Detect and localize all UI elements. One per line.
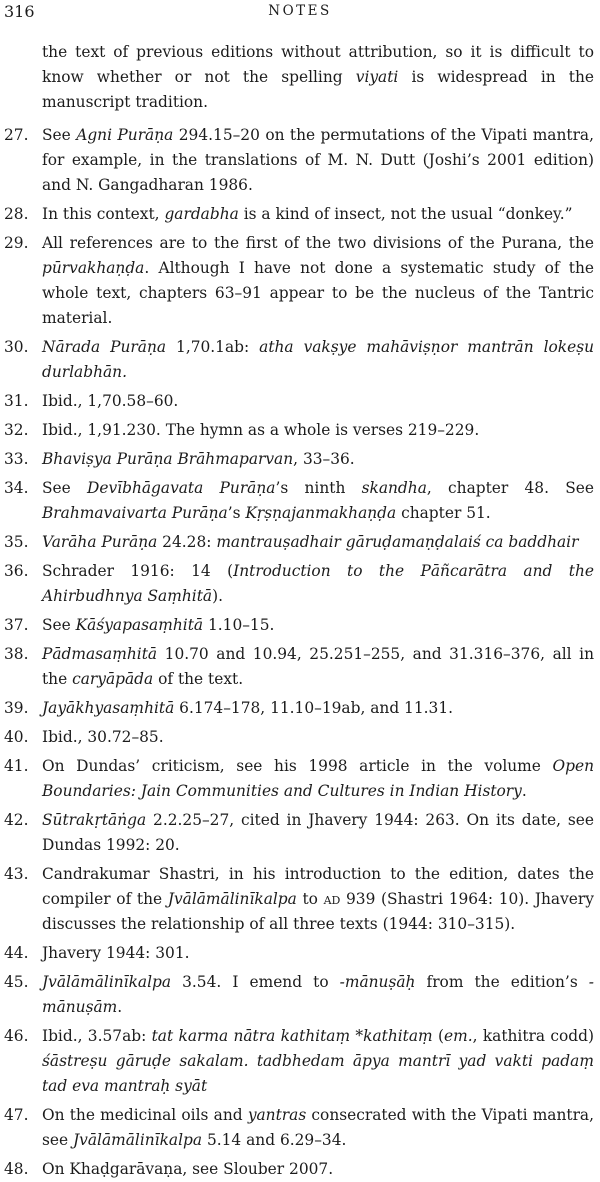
note-text: Ibid., 1,70.58–60. bbox=[42, 392, 179, 410]
endnote-number: 48. bbox=[4, 1160, 29, 1178]
note-text: 5.14 and 6.29–34. bbox=[202, 1131, 347, 1149]
note-text: ’s ninth bbox=[275, 479, 362, 497]
endnote bbox=[4, 418, 594, 443]
italic-text: Devībhāgavata Purāṇa bbox=[87, 479, 276, 497]
endnote bbox=[4, 202, 594, 227]
note-text: , kathitra codd) bbox=[472, 1027, 594, 1045]
note-text: 3.54. I emend to bbox=[171, 973, 340, 991]
endnote bbox=[4, 123, 594, 198]
italic-text: em. bbox=[444, 1027, 473, 1045]
endnote-number: 39. bbox=[4, 699, 29, 717]
endnote-number: 32. bbox=[4, 421, 29, 439]
running-head: NOTES bbox=[268, 3, 332, 19]
endnote-number: 33. bbox=[4, 450, 29, 468]
endnote bbox=[4, 231, 594, 331]
note-text: 6.174–178, 11.10–19ab, and 11.31. bbox=[174, 699, 454, 717]
note-text: All references are to the first of the two divisions of the Purana, the bbox=[42, 234, 594, 252]
endnote bbox=[4, 696, 594, 721]
endnote-number: 45. bbox=[4, 973, 29, 991]
endnote-number: 34. bbox=[4, 479, 29, 497]
note-text: 1.10–15. bbox=[203, 616, 275, 634]
endnote bbox=[4, 447, 594, 472]
endnote-number: 38. bbox=[4, 645, 29, 663]
endnote bbox=[4, 941, 594, 966]
note-text: ’s bbox=[227, 504, 246, 522]
endnote-number: 37. bbox=[4, 616, 29, 634]
note-text: ). bbox=[212, 587, 223, 605]
note-text: chapter 51. bbox=[396, 504, 491, 522]
endnote-number: 31. bbox=[4, 392, 29, 410]
italic-text: Introduction to the Pāñcarātra and the Ahirbudhnya Saṃhitā bbox=[42, 562, 594, 605]
endnote-number: 30. bbox=[4, 338, 29, 356]
italic-text: Jvālāmālinīkalpa bbox=[42, 973, 172, 991]
note-text: Ibid., 30.72–85. bbox=[42, 728, 164, 746]
endnote bbox=[4, 1157, 594, 1182]
italic-text: Open Boundaries: Jain Communities and Cultures in Indian History bbox=[42, 757, 594, 800]
italic-text: -mānuṣāḥ bbox=[339, 973, 416, 991]
note-text: ( bbox=[432, 1027, 445, 1045]
note-text: from the edition’s bbox=[415, 973, 589, 991]
note-text: Ibid., 1,91.230. The hymn as a whole is verses 219–229. bbox=[42, 421, 480, 439]
note-text: Candrakumar Shastri, in his introduction to the edition, dates the compiler of the bbox=[42, 865, 594, 908]
endnote bbox=[4, 808, 594, 858]
italic-text: atha vakṣye mahāviṣṇor mantrān lokeṣu durlabhān. bbox=[42, 338, 595, 381]
italic-text: Agni Purāṇa bbox=[76, 126, 174, 144]
note-text: Ibid., 3.57ab: bbox=[42, 1027, 152, 1045]
page-number: 316 bbox=[4, 2, 35, 21]
italic-text: viyati bbox=[355, 68, 399, 86]
endnote-number: 41. bbox=[4, 757, 29, 775]
endnote-number: 44. bbox=[4, 944, 29, 962]
endnote-number: 47. bbox=[4, 1106, 29, 1124]
endnote-number: 36. bbox=[4, 562, 29, 580]
endnote-number: 42. bbox=[4, 811, 29, 829]
page-header bbox=[4, 2, 596, 26]
note-text: to bbox=[296, 890, 324, 908]
italic-text: Sūtrakṛtāṅga bbox=[42, 811, 147, 829]
italic-text: Brahmavaivarta Purāṇa bbox=[42, 504, 228, 522]
endnote bbox=[4, 1103, 594, 1153]
endnote bbox=[4, 530, 594, 555]
endnote-number: 40. bbox=[4, 728, 29, 746]
note-text: See bbox=[42, 479, 88, 497]
endnote bbox=[4, 725, 594, 750]
endnote bbox=[4, 389, 594, 414]
note-text: . bbox=[117, 998, 123, 1016]
note-text: the text of previous editions without attribution, so it is difficult to know whether or not the spelling bbox=[42, 43, 594, 86]
note-text: On the medicinal oils and bbox=[42, 1106, 248, 1124]
note-text: On Khaḍgarāvaṇa, see Slouber 2007. bbox=[42, 1160, 334, 1178]
italic-text: yantras bbox=[247, 1106, 307, 1124]
note-text: of the text. bbox=[153, 670, 244, 688]
italic-text: pūrvakhaṇḍa bbox=[42, 259, 145, 277]
italic-text: gardabha bbox=[164, 205, 239, 223]
note-text: , 33–36. bbox=[293, 450, 355, 468]
note-text: See bbox=[42, 126, 77, 144]
italic-text: tat karma nātra kathitaṃ *kathitaṃ bbox=[151, 1027, 433, 1045]
endnote bbox=[4, 970, 594, 1020]
italic-text: Jayākhyasaṃhitā bbox=[42, 699, 175, 717]
note-text: 10.70 and 10.94, 25.251–255, and 31.316–376, all in the bbox=[42, 645, 594, 688]
italic-text: Jvālāmālinīkalpa bbox=[167, 890, 297, 908]
note-text: 939 (Shastri 1964: 10). Jhavery discusses the relationship of all three texts (1944: 310–315). bbox=[42, 890, 594, 933]
note-text: 2.2.25–27, cited in Jhavery 1944: 263. On its date, see Dundas 1992: 20. bbox=[42, 811, 594, 854]
endnote bbox=[4, 476, 594, 526]
endnote bbox=[4, 862, 594, 937]
endnote bbox=[4, 642, 594, 692]
endnote bbox=[4, 335, 594, 385]
italic-text: caryāpāda bbox=[72, 670, 154, 688]
endnote bbox=[4, 754, 594, 804]
italic-text: Bhaviṣya Purāṇa Brāhmaparvan bbox=[42, 450, 294, 468]
italic-text: Pādmasaṃhitā bbox=[42, 645, 158, 663]
note-text: consecrated with the Vipati mantra, see bbox=[42, 1106, 594, 1149]
italic-text: Jvālāmālinīkalpa bbox=[73, 1131, 203, 1149]
note-text: Jhavery 1944: 301. bbox=[42, 944, 190, 962]
note-text: , chapter 48. See bbox=[426, 479, 595, 497]
note-text: 294.15–20 on the permutations of the Vipati mantra, for example, in the translations of M. N. Dutt (Joshi’s 2001 edition) and N. Gangadharan 1986. bbox=[42, 126, 594, 194]
endnote bbox=[4, 559, 594, 609]
italic-text: Varāha Purāṇa bbox=[42, 533, 158, 551]
endnote bbox=[4, 1024, 594, 1099]
italic-text: Kṛṣṇajanmakhaṇḍa bbox=[245, 504, 397, 522]
note-text: . Although I have not done a systematic study of the whole text, chapters 63–91 appear to be the nucleus of the Tantric material. bbox=[42, 259, 594, 327]
endnote-number: 28. bbox=[4, 205, 29, 223]
endnote-number: 43. bbox=[4, 865, 29, 883]
note-text: Schrader 1916: 14 ( bbox=[42, 562, 234, 580]
endnote-continuation bbox=[4, 40, 594, 115]
note-text: 24.28: bbox=[157, 533, 217, 551]
note-text: ad bbox=[323, 890, 341, 908]
note-text: is widespread in the manuscript tradition. bbox=[42, 68, 595, 111]
endnote-number: 35. bbox=[4, 533, 29, 551]
endnote bbox=[4, 613, 594, 638]
note-text: See bbox=[42, 616, 76, 634]
note-text: 1,70.1ab: bbox=[166, 338, 260, 356]
italic-text: skandha bbox=[361, 479, 427, 497]
italic-text: Nārada Purāṇa bbox=[42, 338, 167, 356]
note-text: is a kind of insect, not the usual “donkey.” bbox=[238, 205, 573, 223]
note-text: . bbox=[521, 782, 527, 800]
endnote-number: 46. bbox=[4, 1027, 29, 1045]
endnote-number: 27. bbox=[4, 126, 29, 144]
note-text: In this context, bbox=[42, 205, 165, 223]
italic-text: -mānuṣām bbox=[42, 973, 594, 1016]
note-text: On Dundas’ criticism, see his 1998 article in the volume bbox=[42, 757, 553, 775]
italic-text: śāstreṣu gāruḍe sakalam. tadbhedam āpya mantrī yad vakti padaṃ tad eva mantraḥ syāt bbox=[42, 1052, 594, 1095]
italic-text: mantrauṣadhair gāruḍamaṇḍalaiś ca baddhair bbox=[216, 533, 579, 551]
italic-text: Kāśyapasaṃhitā bbox=[75, 616, 204, 634]
endnotes-list bbox=[4, 40, 594, 1182]
endnote-number: 29. bbox=[4, 234, 29, 252]
